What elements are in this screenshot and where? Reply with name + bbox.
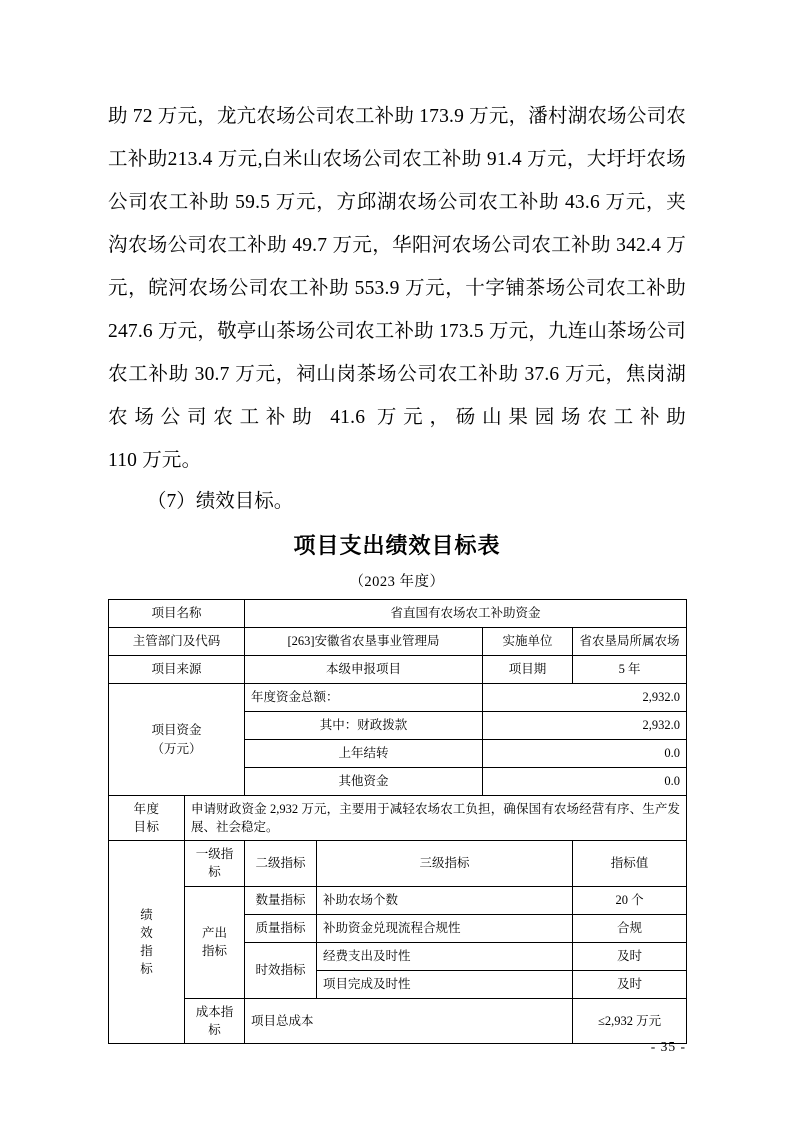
label-perf-indicator: 绩 效 指 标 bbox=[109, 841, 185, 1044]
page-number: - 35 - bbox=[650, 1039, 686, 1054]
label-level2: 二级指标 bbox=[245, 841, 317, 886]
label-level1: 一级指标 bbox=[185, 841, 245, 886]
value-project-name: 省直国有农场农工补助资金 bbox=[245, 600, 687, 628]
value-fiscal-appropriation: 2,932.0 bbox=[483, 712, 687, 740]
label-level3: 三级指标 bbox=[317, 841, 573, 886]
performance-target-table bbox=[108, 599, 687, 1044]
table-row bbox=[109, 600, 687, 628]
indicator-value: 及时 bbox=[573, 942, 687, 970]
value-prev-carryover: 0.0 bbox=[483, 740, 687, 768]
indicator-level3: 项目总成本 bbox=[245, 998, 573, 1043]
main-paragraph-text: 助 72 万元，龙亢农场公司农工补助 173.9 万元，潘村湖农场公司农工补助213.4 万元,白米山农场公司农工补助 91.4 万元，大圩圩农场公司农工补助 59.5 万元，方邱湖农场公司农工补助 43.6 万元，夹沟农场公司农工补助 49.7 万元，华阳河农场公司农工补助 342.4 万元，皖河农场公司农工补助 553.9 万元，十字铺茶场公司农工补助 247.6 万元，敬亭山茶场公司农工补助 173.5 万元，九连山茶场公司农工补助 30.7 万元，祠山岗茶场公司农工补助 37.6 万元，焦岗湖农场公司农工补助 41.6 万元，砀山果园场农工补助 bbox=[108, 106, 686, 428]
table-title: 项目支出绩效目标表 bbox=[293, 533, 501, 558]
label-project-funds-main: 项目资金 bbox=[151, 723, 202, 738]
indicator-level3: 补助农场个数 bbox=[317, 886, 573, 914]
label-fiscal-appropriation: 其中：财政拨款 bbox=[245, 712, 483, 740]
value-implement-unit: 省农垦局所属农场 bbox=[573, 628, 687, 656]
section-heading: （7）绩效目标。 bbox=[147, 491, 294, 512]
label-prev-carryover: 上年结转 bbox=[245, 740, 483, 768]
table-row bbox=[109, 684, 687, 712]
label-project-period: 项目期 bbox=[483, 656, 573, 684]
indicator-level2: 时效指标 bbox=[245, 942, 317, 998]
value-project-source: 本级申报项目 bbox=[245, 656, 483, 684]
label-project-funds-unit: （万元） bbox=[151, 741, 202, 756]
indicator-level3: 补助资金兑现流程合规性 bbox=[317, 914, 573, 942]
indicator-level2: 数量指标 bbox=[245, 886, 317, 914]
value-annual-total: 2,932.0 bbox=[483, 684, 687, 712]
label-indicator-value: 指标值 bbox=[573, 841, 687, 886]
label-project-source: 项目来源 bbox=[109, 656, 245, 684]
indicator-level3: 项目完成及时性 bbox=[317, 970, 573, 998]
label-implement-unit: 实施单位 bbox=[483, 628, 573, 656]
indicator-level2: 质量指标 bbox=[245, 914, 317, 942]
main-paragraph bbox=[108, 95, 686, 482]
table-row bbox=[109, 841, 687, 886]
label-dept-code: 主管部门及代码 bbox=[109, 628, 245, 656]
table-row bbox=[109, 796, 687, 841]
indicator-value: 合规 bbox=[573, 914, 687, 942]
label-other-funds: 其他资金 bbox=[245, 768, 483, 796]
table-subtitle: （2023 年度） bbox=[349, 574, 445, 590]
value-other-funds: 0.0 bbox=[483, 768, 687, 796]
indicator-value: 及时 bbox=[573, 970, 687, 998]
table-row bbox=[109, 656, 687, 684]
value-annual-goal: 申请财政资金 2,932 万元，主要用于减轻农场农工负担，确保国有农场经营有序、生产发展、社会稳定。 bbox=[185, 796, 687, 841]
label-annual-total: 年度资金总额： bbox=[245, 684, 483, 712]
label-annual-goal: 年度 目标 bbox=[109, 796, 185, 841]
indicator-value: 20 个 bbox=[573, 886, 687, 914]
value-project-period: 5 年 bbox=[573, 656, 687, 684]
table-row bbox=[109, 886, 687, 914]
label-project-name: 项目名称 bbox=[109, 600, 245, 628]
table-row bbox=[109, 628, 687, 656]
label-project-funds bbox=[109, 684, 245, 796]
table-row bbox=[109, 998, 687, 1043]
main-paragraph-last-line: 110 万元。 bbox=[108, 450, 202, 471]
indicator-level3: 经费支出及时性 bbox=[317, 942, 573, 970]
value-dept-code: [263]安徽省农垦事业管理局 bbox=[245, 628, 483, 656]
indicator-level1-cost: 成本指标 bbox=[185, 998, 245, 1043]
indicator-value: ≤2,932 万元 bbox=[573, 998, 687, 1043]
label-output-indicator: 产出 指标 bbox=[185, 886, 245, 998]
